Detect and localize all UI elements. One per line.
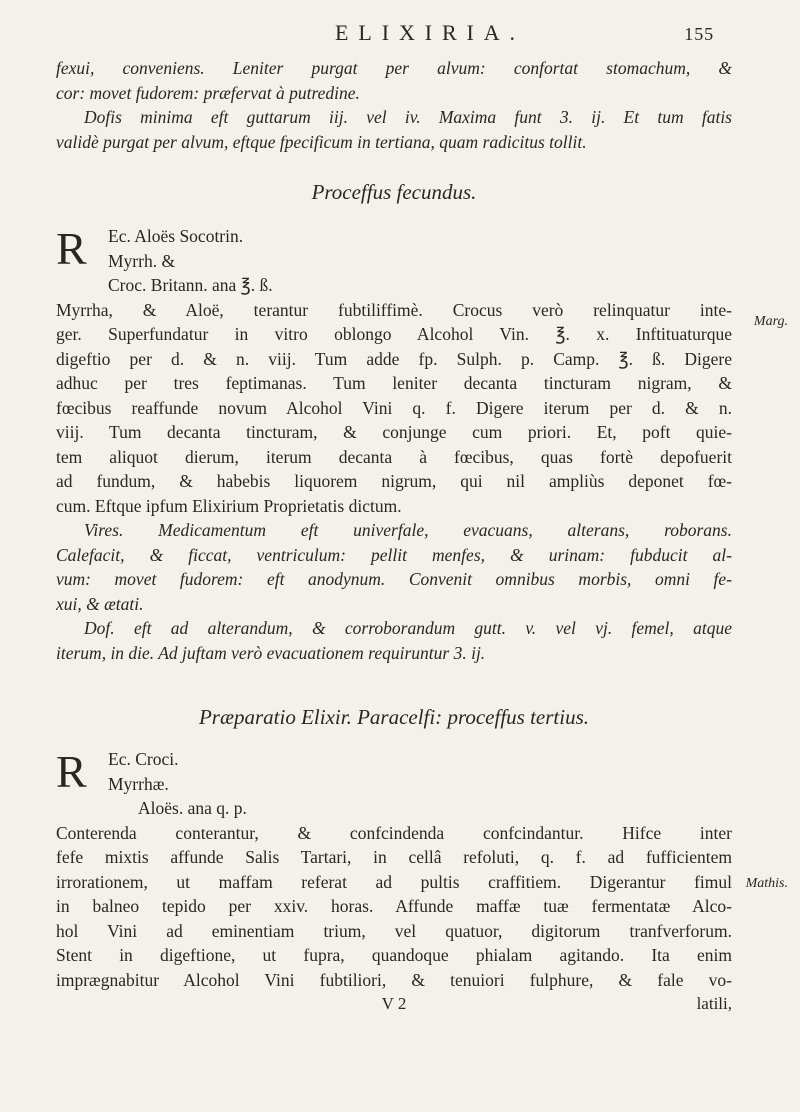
running-title: ELIXIRIA. bbox=[335, 20, 525, 45]
page-number: 155 bbox=[684, 24, 714, 44]
text-line: Vires. Medicamentum eft univerfale, evacuans, alterans, roborans. bbox=[84, 520, 732, 540]
text-line: validè purgat per alvum, eftque fpecificum in tertiana, quam radicitus tollit. bbox=[56, 131, 587, 152]
recipe-initial: R bbox=[56, 746, 87, 797]
text-line: ad fundum, & habebis liquorem nigrum, qui nil ampliùs deponet fœ- bbox=[56, 471, 732, 491]
ingredient-line: Ec. Aloës Socotrin. bbox=[108, 226, 244, 246]
text-line: Calefacit, & ficcat, ventriculum: pellit menfes, & urinam: fubducit al- bbox=[56, 544, 732, 565]
signature-mark: V 2 bbox=[381, 994, 407, 1013]
text-line: digeftio per d. & n. viij. Tum adde fp. Sulph. p. Camp. ℥. ß. Digere bbox=[56, 348, 732, 369]
text-line: fefe mixtis affunde Salis Tartari, in cellâ refoluti, q. f. ad fufficientem bbox=[56, 847, 732, 867]
ingredient-line: Croc. Britann. ana ℥. ß. bbox=[108, 275, 273, 295]
margin-note-2: Mathis. bbox=[745, 876, 788, 891]
catchword: latili, bbox=[696, 994, 732, 1013]
ingredient-line: Aloës. ana q. p. bbox=[138, 798, 247, 818]
running-head bbox=[0, 20, 800, 46]
recipe-ingredients bbox=[56, 224, 732, 298]
text-line: cum. Eftque ipfum Elixirium Proprietatis dictum. bbox=[56, 495, 402, 516]
text-line: xui, & ætati. bbox=[56, 593, 144, 614]
text-line: Myrrha, & Aloë, terantur fubtiliffimè. Crocus verò relinquatur inte- bbox=[56, 299, 732, 320]
text-line: vum: movet fudorem: eft anodynum. Convenit omnibus morbis, omni fe- bbox=[56, 569, 732, 589]
section-heading-2: Præparatio Elixir. Paracelfi: proceffus tertius. bbox=[198, 705, 590, 729]
text-line: fexui, conveniens. Leniter purgat per alvum: confortat stomachum, & bbox=[56, 58, 732, 78]
text-line: irrorationem, ut maffam referat ad pultis craffitiem. Digerantur fimul bbox=[56, 871, 732, 892]
text-line: imprægnabitur Alcohol Vini fubtiliori, & tenuiori fulphure, & fale vo- bbox=[56, 969, 732, 990]
text-line: ger. Superfundatur in vitro oblongo Alcohol Vin. ℥. x. Inftituaturque bbox=[56, 324, 732, 344]
text-line: iterum, in die. Ad juftam verò evacuationem requiruntur 3. ij. bbox=[56, 642, 486, 663]
ingredient-line: Myrrh. & bbox=[108, 250, 176, 271]
text-line: tem aliquot dierum, iterum decanta à fœcibus, quas fortè depofuerit bbox=[56, 446, 732, 467]
recipe-ingredients-2 bbox=[56, 747, 732, 821]
text-line: Dofis minima eft guttarum iij. vel iv. Maxima funt 3. ij. Et tum fatis bbox=[84, 107, 732, 127]
ingredient-line: Ec. Croci. bbox=[108, 749, 179, 769]
text-line: Dof. eft ad alterandum, & corroborandum gutt. v. vel vj. femel, atque bbox=[84, 618, 732, 638]
text-line: adhuc per tres feptimanas. Tum leniter decanta tincturam nigram, & bbox=[56, 373, 732, 393]
text-line: viij. Tum decanta tincturam, & conjunge cum priori. Et, poft quie- bbox=[56, 422, 732, 442]
text-line: Conterenda conterantur, & confcindenda confcindantur. Hifce inter bbox=[56, 822, 732, 843]
text-body bbox=[56, 56, 732, 1016]
margin-note-1: Marg. bbox=[753, 314, 788, 329]
paragraph-procedure bbox=[56, 298, 732, 666]
text-line: in balneo tepido per xxiv. horas. Affunde maffæ tuæ fermentatæ Alco- bbox=[56, 896, 732, 916]
text-line: fœcibus reaffunde novum Alcohol Vini q. f. Digere iterum per d. & n. bbox=[56, 397, 732, 418]
text-line: Stent in digeftione, ut fupra, quandoque phialam agitando. Ita enim bbox=[56, 945, 732, 965]
ingredient-line: Myrrhæ. bbox=[108, 773, 169, 794]
text-line: hol Vini ad eminentiam trium, vel quatuor, digitorum tranfverforum. bbox=[56, 920, 732, 941]
paragraph-uses bbox=[56, 56, 732, 154]
paragraph-procedure-2 bbox=[56, 821, 732, 993]
recipe-initial: R bbox=[56, 223, 87, 274]
page-footer bbox=[56, 992, 732, 1016]
section-heading: Proceffus fecundus. bbox=[311, 180, 477, 204]
text-line: cor: movet fudorem: præfervat à putredine. bbox=[56, 82, 360, 103]
